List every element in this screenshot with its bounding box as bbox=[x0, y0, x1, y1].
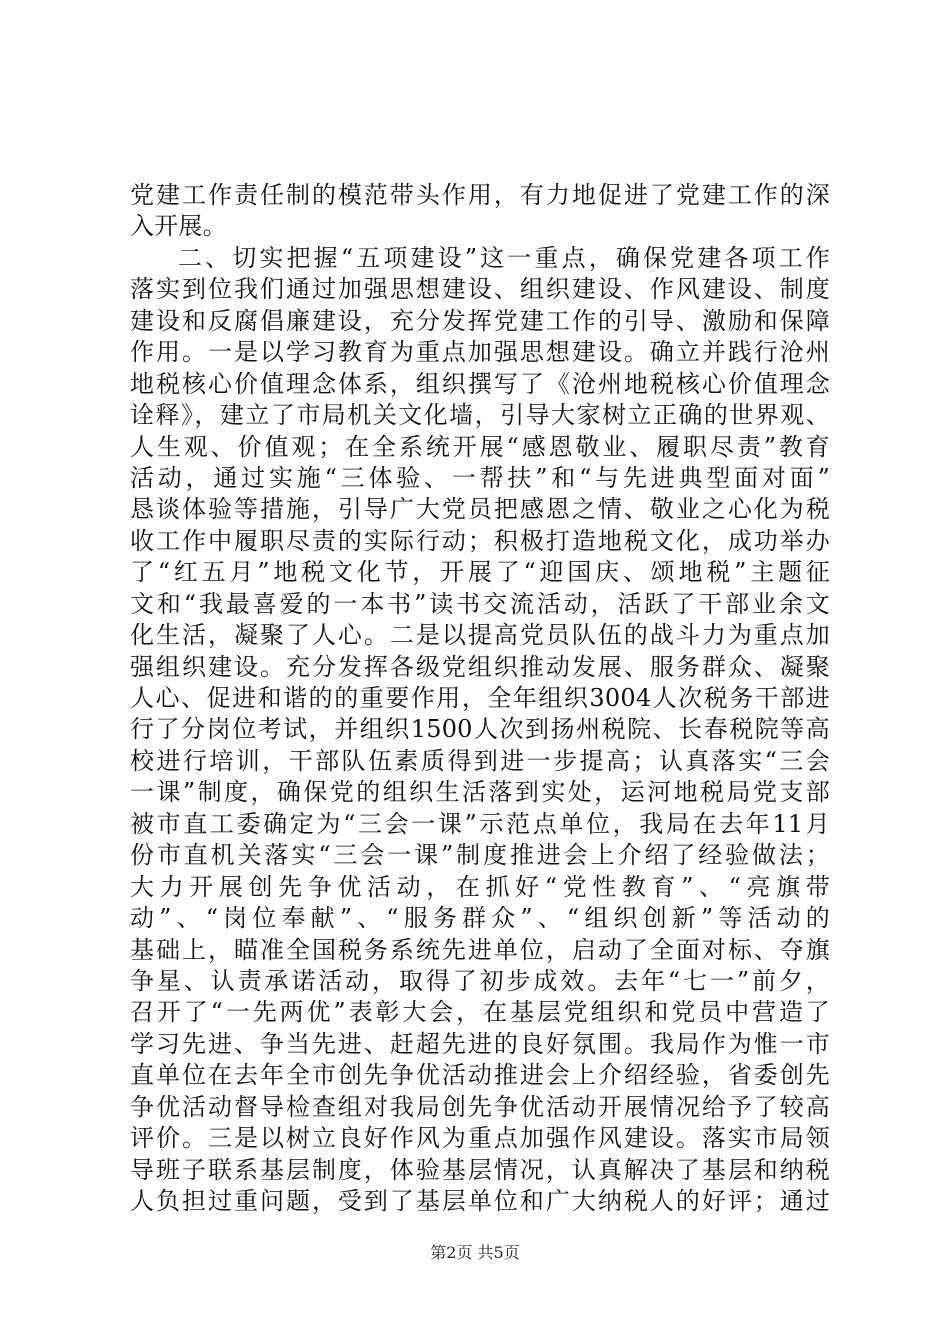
text-line: 动”、“岗位奉献”、“服务群众”、“组织创新”等活动的 bbox=[130, 904, 830, 933]
text-line: 份市直机关落实“三会一课”制度推进会上介绍了经验做法； bbox=[130, 841, 830, 870]
text-line: 了“红五月”地税文化节，开展了“迎国庆、颂地税”主题征 bbox=[130, 558, 830, 587]
text-line: 学习先进、争当先进、赶超先进的良好氛围。我局作为惟一市 bbox=[130, 1029, 830, 1058]
text-line: 人负担过重问题，受到了基层单位和广大纳税人的好评；通过 bbox=[130, 1187, 830, 1215]
text-line: 人生观、价值观；在全系统开展“感恩敬业、履职尽责”教育 bbox=[130, 432, 830, 461]
text-line: 文和“我最喜爱的一本书”读书交流活动，活跃了干部业余文 bbox=[130, 589, 830, 618]
text-line: 落实到位我们通过加强思想建设、组织建设、作风建设、制度 bbox=[130, 275, 830, 304]
text-line: 争优活动督导检查组对我局创先争优活动开展情况给予了较高 bbox=[130, 1092, 830, 1121]
page-footer: 第2页 共5页 bbox=[430, 1243, 520, 1262]
text-line: 一课”制度，确保党的组织生活落到实处，运河地税局党支部 bbox=[130, 778, 830, 807]
text-line: 大力开展创先争优活动，在抓好“党性教育”、“亮旗带 bbox=[130, 872, 830, 901]
text-line: 收工作中履职尽责的实际行动；积极打造地税文化，成功举办 bbox=[130, 526, 830, 555]
text-line: 强组织建设。充分发挥各级党组织推动发展、服务群众、凝聚 bbox=[130, 652, 830, 681]
text-line: 被市直工委确定为“三会一课”示范点单位，我局在去年11月 bbox=[130, 809, 830, 838]
text-line: 人心、促进和谐的的重要作用，全年组织3004人次税务干部进 bbox=[130, 684, 830, 712]
text-line: 恳谈体验等措施，引导广大党员把感恩之情、敬业之心化为税 bbox=[130, 495, 830, 524]
text-line: 化生活，凝聚了人心。二是以提高党员队伍的战斗力为重点加 bbox=[130, 621, 830, 650]
text-line: 地税核心价值理念体系，组织撰写了《沧州地税核心价值理念 bbox=[130, 369, 830, 398]
text-line: 导班子联系基层制度，体验基层情况，认真解决了基层和纳税 bbox=[130, 1155, 830, 1184]
text-line: 行了分岗位考试，并组织1500人次到扬州税院、长春税院等高 bbox=[130, 715, 830, 744]
text-line: 召开了“一先两优”表彰大会，在基层党组织和党员中营造了 bbox=[130, 998, 830, 1027]
text-line: 活动，通过实施“三体验、一帮扶”和“与先进典型面对面” bbox=[130, 463, 830, 492]
text-line: 党建工作责任制的模范带头作用，有力地促进了党建工作的深 bbox=[130, 181, 830, 209]
body-text bbox=[130, 180, 830, 1217]
text-line: 作用。一是以学习教育为重点加强思想建设。确立并践行沧州 bbox=[130, 338, 830, 367]
text-line: 基础上，瞄准全国税务系统先进单位，启动了全面对标、夺旗 bbox=[130, 935, 830, 964]
text-line: 校进行培训，干部队伍素质得到进一步提高；认真落实“三会 bbox=[130, 746, 830, 775]
text-line: 建设和反腐倡廉建设，充分发挥党建工作的引导、激励和保障 bbox=[130, 306, 830, 335]
text-line: 二、切实把握“五项建设”这一重点，确保党建各项工作 bbox=[178, 243, 830, 272]
text-line: 争星、认责承诺活动，取得了初步成效。去年“七一”前夕， bbox=[130, 966, 830, 995]
text-line: 入开展。 bbox=[130, 212, 227, 241]
text-line: 直单位在去年全市创先争优活动推进会上介绍经验，省委创先 bbox=[130, 1061, 830, 1090]
text-line: 评价。三是以树立良好作风为重点加强作风建设。落实市局领 bbox=[130, 1124, 830, 1153]
text-line: 诠释》，建立了市局机关文化墙，引导大家树立正确的世界观、 bbox=[130, 401, 830, 430]
